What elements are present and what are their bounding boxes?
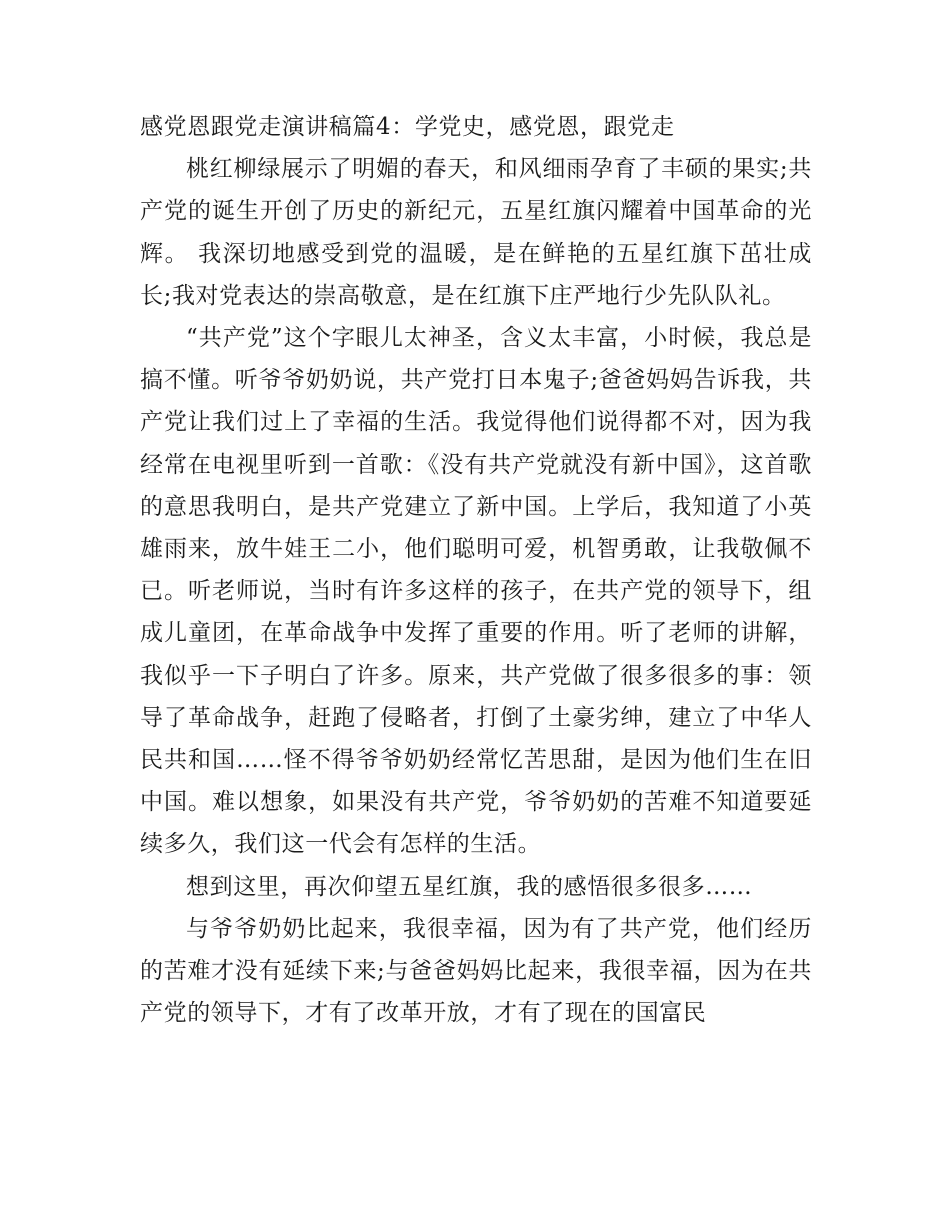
paragraph-3: 想到这里，再次仰望五星红旗，我的感悟很多很多…… <box>186 873 753 900</box>
document-page <box>140 106 812 1034</box>
paragraph-2: “共产党”这个字眼儿太神圣，含义太丰富，小时候，我总是搞不懂。听爷爷奶奶说，共产党打日本鬼子;爸爸妈妈告诉我，共产党让我们过上了幸福的生活。我觉得他们说得都不对，因为我经常在电视里听到一首歌：《没有共产党就没有新中国》，这首歌的意思我明白，是共产党建立了新中国。上学后，我知道了小英雄雨来，放牛娃王二小，他们聪明可爱，机智勇敢，让我敬佩不已。听老师说，当时有许多这样的孩子，在共产党的领导下，组成儿童团，在革命战争中发挥了重要的作用。听了老师的讲解，我似乎一下子明白了许多。原来，共产党做了很多很多的事：领导了革命战争，赶跑了侵略者，打倒了土豪劣绅，建立了中华人民共和国……怪不得爷爷奶奶经常忆苦思甜，是因为他们生在旧中国。难以想象，如果没有共产党，爷爷奶奶的苦难不知道要延续多久，我们这一代会有怎样的生活。 <box>140 325 812 858</box>
paragraph-1: 桃红柳绿展示了明媚的春天，和风细雨孕育了丰硕的果实;共产党的诞生开创了历史的新纪元，五星红旗闪耀着中国革命的光辉。 我深切地感受到党的温暖，是在鲜艳的五星红旗下茁壮成长;我对党表达的崇高敬意，是在红旗下庄严地行少先队队礼。 <box>140 156 812 309</box>
document-title: 感党恩跟党走演讲稿篇4：学党史，感党恩，跟党走 <box>140 114 675 140</box>
paragraph-4: 与爷爷奶奶比起来，我很幸福，因为有了共产党，他们经历的苦难才没有延续下来;与爸爸妈妈比起来，我很幸福，因为在共产党的领导下，才有了改革开放，才有了现在的国富民 <box>140 915 812 1027</box>
